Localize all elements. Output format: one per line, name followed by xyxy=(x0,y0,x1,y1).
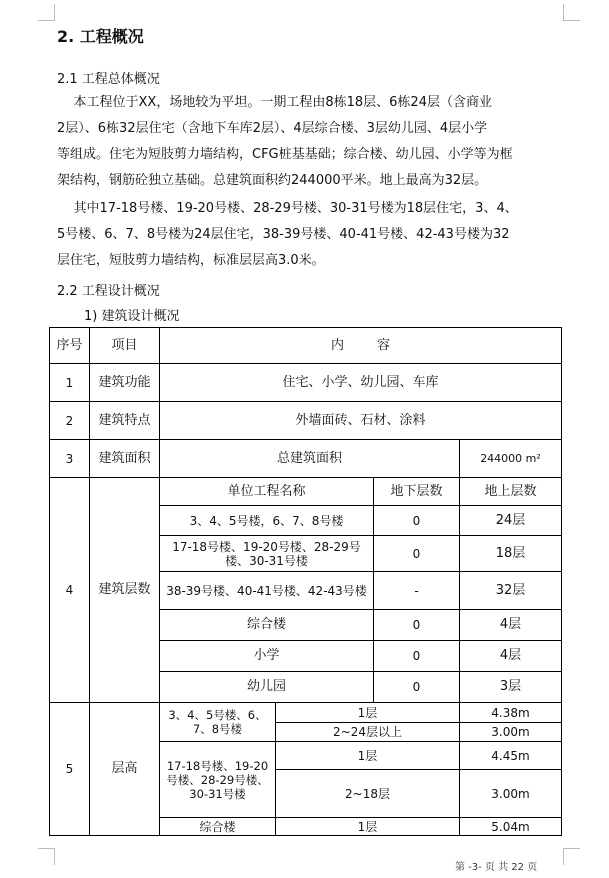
paragraph-line: 架结构，钢筋砼独立基础。总建筑面积约244000平米。地上最高为32层。 xyxy=(57,173,488,188)
building-name: 3、4、5号楼，6、7、8号楼 xyxy=(160,506,374,536)
paragraph-line: 其中17-18号楼、19-20号楼、28-29号楼、30-31号楼为18层住宅，3、4、 xyxy=(57,201,518,216)
building-name: 幼儿园 xyxy=(160,672,374,703)
floors-below: 0 xyxy=(374,610,460,641)
subsection-title-2-2: 2.2 工程设计概况 xyxy=(57,284,160,299)
floor-height: 4.38m xyxy=(460,703,562,723)
paragraph-line: 层住宅，短肢剪力墙结构，标准层层高3.0米。 xyxy=(57,253,325,268)
floors-above: 32层 xyxy=(460,572,562,610)
building-name: 17-18号楼、19-20号楼、28-29号楼、30-31号楼 xyxy=(160,742,276,818)
subheader-above: 地上层数 xyxy=(460,478,562,506)
building-name: 综合楼 xyxy=(160,610,374,641)
floor-height: 5.04m xyxy=(460,818,562,836)
header-no: 序号 xyxy=(50,328,90,364)
floors-below: 0 xyxy=(374,536,460,572)
floor-height: 4.45m xyxy=(460,742,562,770)
area-label: 总建筑面积 xyxy=(160,440,460,478)
floors-below: 0 xyxy=(374,672,460,703)
table-row xyxy=(50,703,562,723)
row-item: 建筑特点 xyxy=(90,402,160,440)
row-value: 住宅、小学、幼儿园、车库 xyxy=(160,364,562,402)
floor-range: 2~18层 xyxy=(276,770,460,818)
floor-range: 1层 xyxy=(276,703,460,723)
table-row xyxy=(50,402,562,440)
row-value: 外墙面砖、石材、涂料 xyxy=(160,402,562,440)
floors-below: 0 xyxy=(374,641,460,672)
subsection-title-2-1: 2.1 工程总体概况 xyxy=(57,72,160,87)
floors-below: - xyxy=(374,572,460,610)
header-content: 内 容 xyxy=(160,328,562,364)
row-no: 5 xyxy=(50,703,90,836)
table-row xyxy=(50,440,562,478)
area-value: 244000 m² xyxy=(460,440,562,478)
floor-range: 1层 xyxy=(276,818,460,836)
subheader-below: 地下层数 xyxy=(374,478,460,506)
floors-above: 18层 xyxy=(460,536,562,572)
table-row xyxy=(50,478,562,506)
paragraph-line: 本工程位于XX，场地较为平坦。一期工程由8栋18层、6栋24层（含商业 xyxy=(57,95,492,110)
overview-paragraph-1 xyxy=(57,90,557,194)
building-name: 3、4、5号楼、6、7、8号楼 xyxy=(160,703,276,742)
paragraph-line: 等组成。住宅为短肢剪力墙结构，CFG桩基基础；综合楼、幼儿园、小学等为框 xyxy=(57,147,513,162)
floor-height: 3.00m xyxy=(460,770,562,818)
corner-mark-top-left xyxy=(38,4,55,21)
row-no: 1 xyxy=(50,364,90,402)
building-name: 小学 xyxy=(160,641,374,672)
row-item: 建筑面积 xyxy=(90,440,160,478)
floors-above: 3层 xyxy=(460,672,562,703)
floor-range: 2~24层以上 xyxy=(276,723,460,742)
floors-above: 4层 xyxy=(460,641,562,672)
header-item: 项目 xyxy=(90,328,160,364)
page-footer: 第 -3- 页 共 22 页 xyxy=(455,862,538,873)
row-no: 2 xyxy=(50,402,90,440)
floors-below: 0 xyxy=(374,506,460,536)
subheader-name: 单位工程名称 xyxy=(160,478,374,506)
building-name: 38-39号楼、40-41号楼、42-43号楼 xyxy=(160,572,374,610)
overview-paragraph-2 xyxy=(57,196,557,274)
floors-above: 24层 xyxy=(460,506,562,536)
design-overview-table xyxy=(49,327,562,836)
corner-mark-bottom-right xyxy=(563,848,580,865)
row-item: 层高 xyxy=(90,703,160,836)
table-row xyxy=(50,364,562,402)
corner-mark-top-right xyxy=(563,4,580,21)
table-header-row xyxy=(50,328,562,364)
paragraph-line: 5号楼、6、7、8号楼为24层住宅，38-39号楼、40-41号楼、42-43号楼为32 xyxy=(57,227,510,242)
corner-mark-bottom-left xyxy=(38,848,55,865)
section-heading: 2. 工程概况 xyxy=(57,27,144,46)
floor-height: 3.00m xyxy=(460,723,562,742)
subsection-subtitle: 1) 建筑设计概况 xyxy=(84,309,180,324)
row-no: 3 xyxy=(50,440,90,478)
paragraph-line: 2层）、6栋32层住宅（含地下车库2层）、4层综合楼、3层幼儿园、4层小学 xyxy=(57,121,488,136)
floor-range: 1层 xyxy=(276,742,460,770)
row-item: 建筑功能 xyxy=(90,364,160,402)
building-name: 17-18号楼、19-20号楼、28-29号楼、30-31号楼 xyxy=(160,536,374,572)
floors-above: 4层 xyxy=(460,610,562,641)
row-no: 4 xyxy=(50,478,90,703)
row-item: 建筑层数 xyxy=(90,478,160,703)
building-name: 综合楼 xyxy=(160,818,276,836)
